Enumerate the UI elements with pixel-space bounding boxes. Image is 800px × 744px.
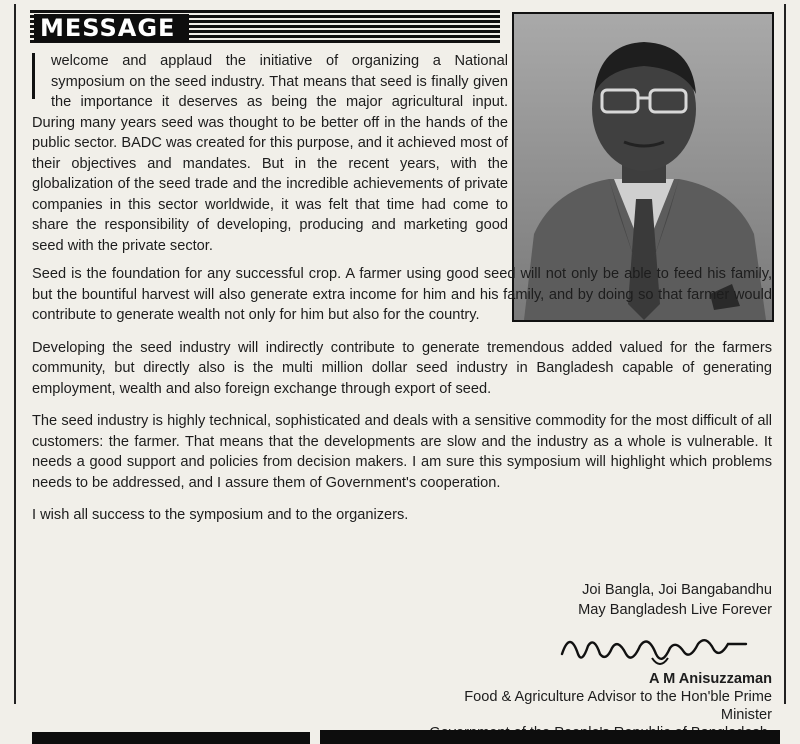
- paragraph-1: [32, 51, 508, 256]
- left-border-rule: [14, 4, 16, 704]
- next-section-bar-left: [32, 732, 310, 744]
- drop-cap-i: [32, 53, 45, 99]
- closing-line-1: Joi Bangla, Joi Bangabandhu: [582, 582, 772, 598]
- closing-line-2: May Bangladesh Live Forever: [578, 602, 772, 618]
- handwritten-signature: [556, 624, 756, 672]
- closing-slogans: [420, 580, 772, 620]
- right-border-rule: [784, 4, 786, 704]
- signatory-name: A M Anisuzzaman: [649, 671, 772, 687]
- signatory-title: Food & Agriculture Advisor to the Hon'ble Prime Minister: [464, 689, 772, 723]
- paragraph-2: Seed is the foundation for any successful crop. A farmer using good seed will not only be able to feed his family, but the bountiful harvest will also generate extra income for him and his family, and by doing so that farmer would contribute to generate wealth not only for him but also for the country.: [32, 266, 772, 323]
- message-body: [32, 51, 772, 538]
- paragraph-3: Developing the seed industry will indirectly contribute to generate tremendous added valued for the farmers community, but directly also is the multi million dollar seed industry in Bangladesh capable of generating employment, wealth and also foreign exchange through export of seed.: [32, 339, 772, 397]
- paragraph-5: I wish all success to the symposium and to the organizers.: [32, 507, 409, 523]
- next-section-bar-right: [320, 730, 780, 744]
- paragraph-1-text: welcome and applaud the initiative of organizing a National symposium on the seed industry. That means that seed is finally given the importance it deserves as being the major agricultural input. During many years seed was thought to be better off in the hands of the public sector. BADC was created for this purpose, and it achieved most of their objectives and mandates. But in the recent years, with the globalization of the seed trade and the incredible achievements of private companies in this sector worldwide, it was felt that time had come to share the responsibility of developing, producing and marketing good seed with the private sector.: [32, 53, 508, 254]
- paragraph-4: The seed industry is highly technical, sophisticated and deals with a sensitive commodity for the most difficult of all customers: the farmer. That means that the developments are slow and the industry as a whole is vulnerable. It needs a good support and policies from decision makers. I am sure this symposium will highlight which problems needs to be addressed, and I assure them of Government's cooperation.: [32, 413, 772, 491]
- section-title: MESSAGE: [34, 14, 189, 42]
